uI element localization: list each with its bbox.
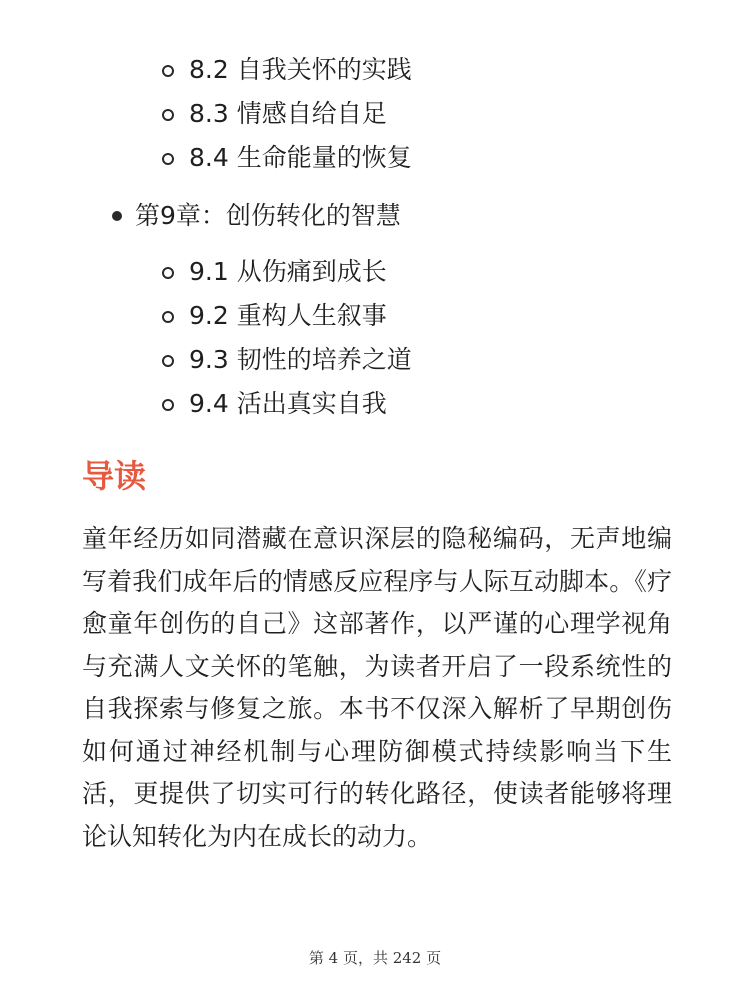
page-number-footer: 第 4 页，共 242 页 [308,949,442,967]
toc-chapter-9[interactable] [110,194,401,238]
toc-section-label: 9.3 韧性的培养之道 [189,345,412,374]
toc-section-label: 8.2 自我关怀的实践 [189,55,412,84]
chapter9-section-list [160,250,412,426]
hollow-circle-bullet-icon [162,355,174,367]
toc-section-label: 9.1 从伤痛到成长 [189,257,387,286]
filled-circle-bullet-icon [112,211,122,221]
toc-chapter-label: 第9章：创伤转化的智慧 [135,201,401,230]
hollow-circle-bullet-icon [162,267,174,279]
intro-heading: 导读 [82,457,147,495]
hollow-circle-bullet-icon [162,65,174,77]
hollow-circle-bullet-icon [162,109,174,121]
hollow-circle-bullet-icon [162,153,174,165]
toc-section-label: 8.3 情感自给自足 [189,99,387,128]
toc-section-8-2[interactable] [160,48,412,92]
toc-section-label: 9.4 活出真实自我 [189,389,387,418]
toc-section-label: 8.4 生命能量的恢复 [189,143,412,172]
toc-section-9-2[interactable] [160,294,412,338]
hollow-circle-bullet-icon [162,311,174,323]
intro-paragraph: 童年经历如同潜藏在意识深层的隐秘编码，无声地编写着我们成年后的情感反应程序与人际互动脚本。《疗愈童年创伤的自己》这部著作，以严谨的心理学视角与充满人文关怀的笔触，为读者开启了一段系统性的自我探索与修复之旅。本书不仅深入解析了早期创伤如何通过神经机制与心理防御模式持续影响当下生活，更提供了切实可行的转化路径，使读者能够将理论认知转化为内在成长的动力。 [82,524,672,851]
toc-section-8-4[interactable] [160,136,412,180]
toc-section-label: 9.2 重构人生叙事 [189,301,387,330]
chapter8-section-list [160,48,412,180]
hollow-circle-bullet-icon [162,399,174,411]
toc-section-8-3[interactable] [160,92,412,136]
toc-section-9-1[interactable] [160,250,412,294]
toc-section-9-3[interactable] [160,338,412,382]
toc-section-9-4[interactable] [160,382,412,426]
